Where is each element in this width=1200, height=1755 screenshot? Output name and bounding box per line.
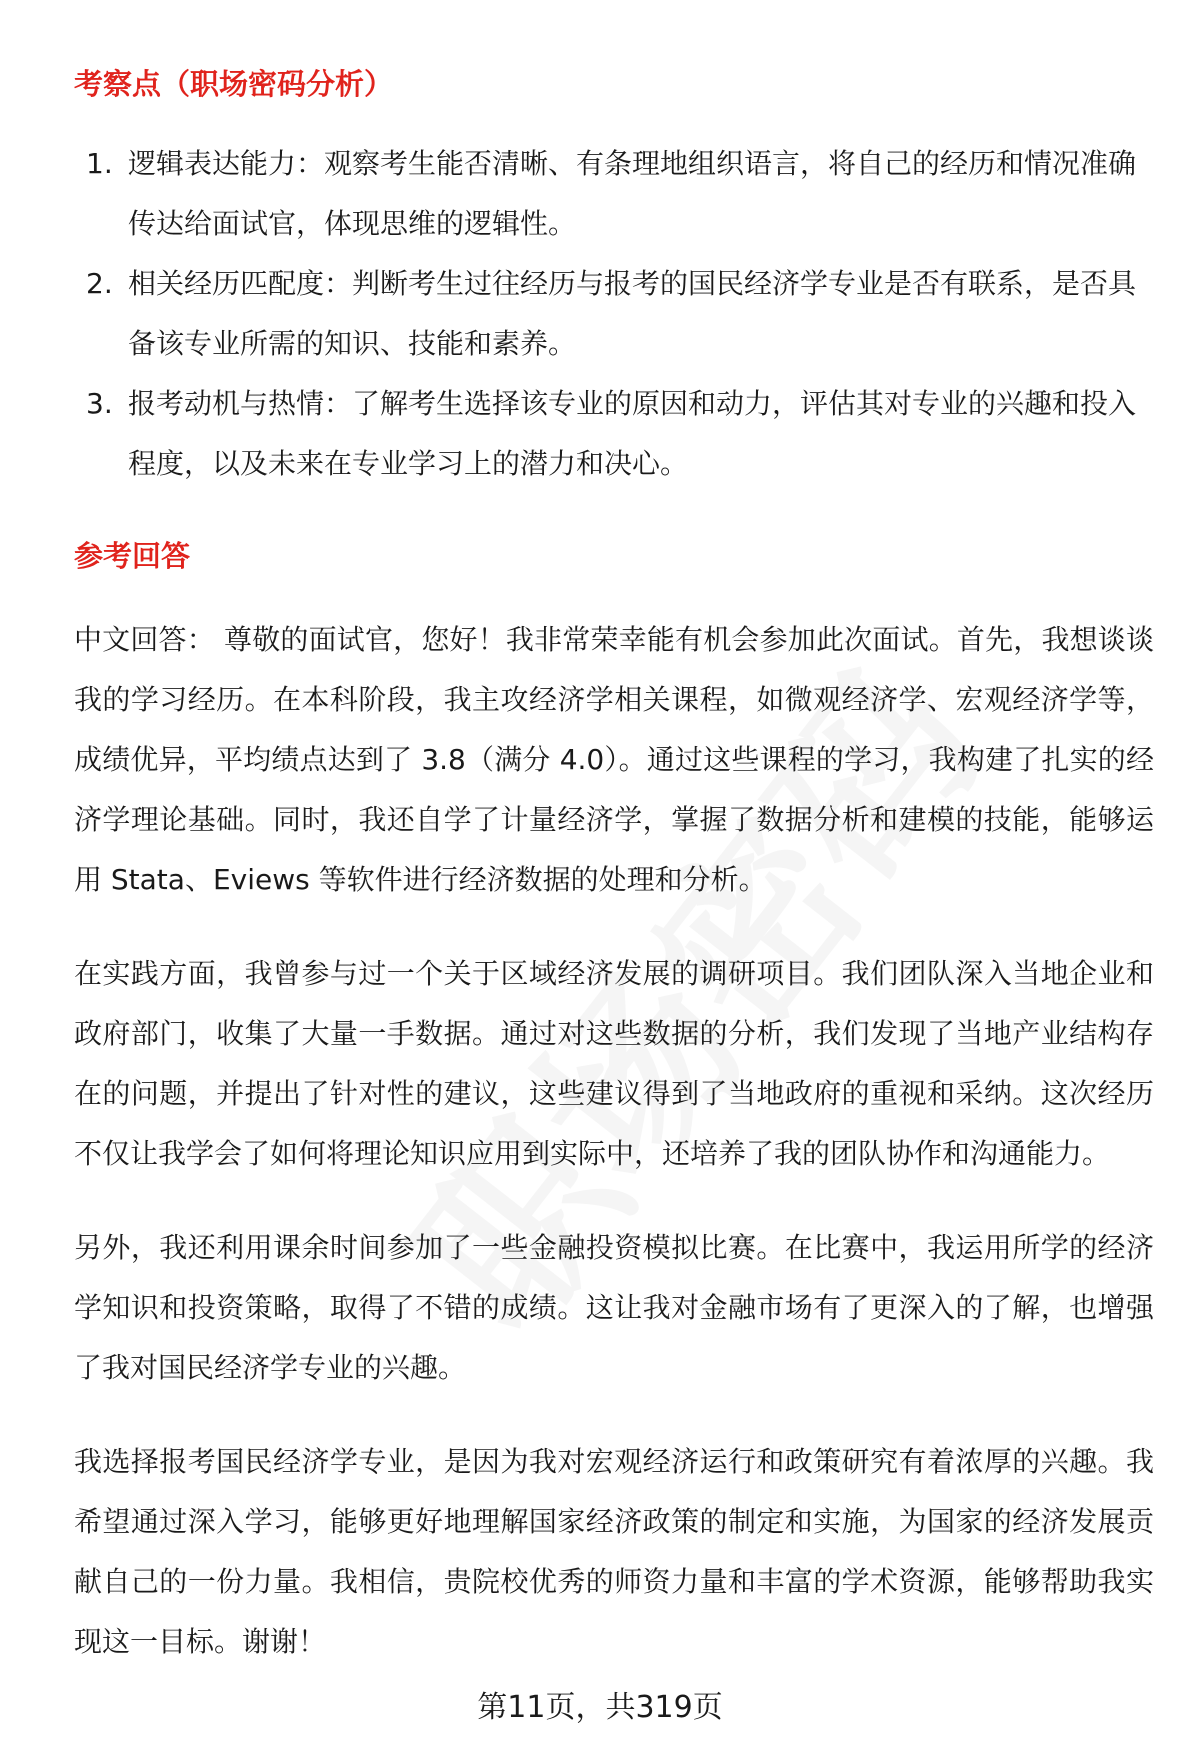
list-number: 2.	[86, 267, 113, 300]
exam-point-item	[74, 254, 1154, 374]
list-number: 1.	[86, 147, 113, 180]
exam-point-text: 报考动机与热情：了解考生选择该专业的原因和动力，评估其对专业的兴趣和投入程度，以及未来在专业学习上的潜力和决心。	[128, 387, 1137, 480]
answer-paragraph: 我选择报考国民经济学专业，是因为我对宏观经济运行和政策研究有着浓厚的兴趣。我希望通过深入学习，能够更好地理解国家经济政策的制定和实施，为国家的经济发展贡献自己的一份力量。我相信，贵院校优秀的师资力量和丰富的学术资源，能够帮助我实现这一目标。谢谢！	[74, 1445, 1154, 1658]
reference-answer-heading: 参考回答	[74, 539, 191, 573]
exam-points-heading: 考察点（职场密码分析）	[74, 67, 394, 101]
exam-point-item	[74, 374, 1154, 494]
exam-point-text: 相关经历匹配度：判断考生过往经历与报考的国民经济学专业是否有联系，是否具备该专业所需的知识、技能和素养。	[128, 267, 1137, 360]
exam-points-list	[74, 134, 1154, 494]
exam-point-item	[74, 134, 1154, 254]
answer-paragraph: 另外，我还利用课余时间参加了一些金融投资模拟比赛。在比赛中，我运用所学的经济学知识和投资策略，取得了不错的成绩。这让我对金融市场有了更深入的了解，也增强了我对国民经济学专业的兴趣。	[74, 1231, 1154, 1384]
answer-paragraph: 在实践方面，我曾参与过一个关于区域经济发展的调研项目。我们团队深入当地企业和政府部门，收集了大量一手数据。通过对这些数据的分析，我们发现了当地产业结构存在的问题，并提出了针对性的建议，这些建议得到了当地政府的重视和采纳。这次经历不仅让我学会了如何将理论知识应用到实际中，还培养了我的团队协作和沟通能力。	[74, 957, 1154, 1170]
page-number-footer: 第11页，共319页	[477, 1690, 723, 1725]
reference-answer-body	[74, 610, 1154, 1672]
list-number: 3.	[86, 387, 113, 420]
document-page	[74, 50, 1154, 1672]
exam-point-text: 逻辑表达能力：观察考生能否清晰、有条理地组织语言，将自己的经历和情况准确传达给面试官，体现思维的逻辑性。	[128, 147, 1137, 240]
answer-paragraph: 中文回答： 尊敬的面试官，您好！我非常荣幸能有机会参加此次面试。首先，我想谈谈我的学习经历。在本科阶段，我主攻经济学相关课程，如微观经济学、宏观经济学等，成绩优异，平均绩点达到了 3.8（满分 4.0）。通过这些课程的学习，我构建了扎实的经济学理论基础。同时，我还自学了计量经济学，掌握了数据分析和建模的技能，能够运用 Stata、Eviews 等软件进行经济数据的处理和分析。	[74, 623, 1154, 896]
